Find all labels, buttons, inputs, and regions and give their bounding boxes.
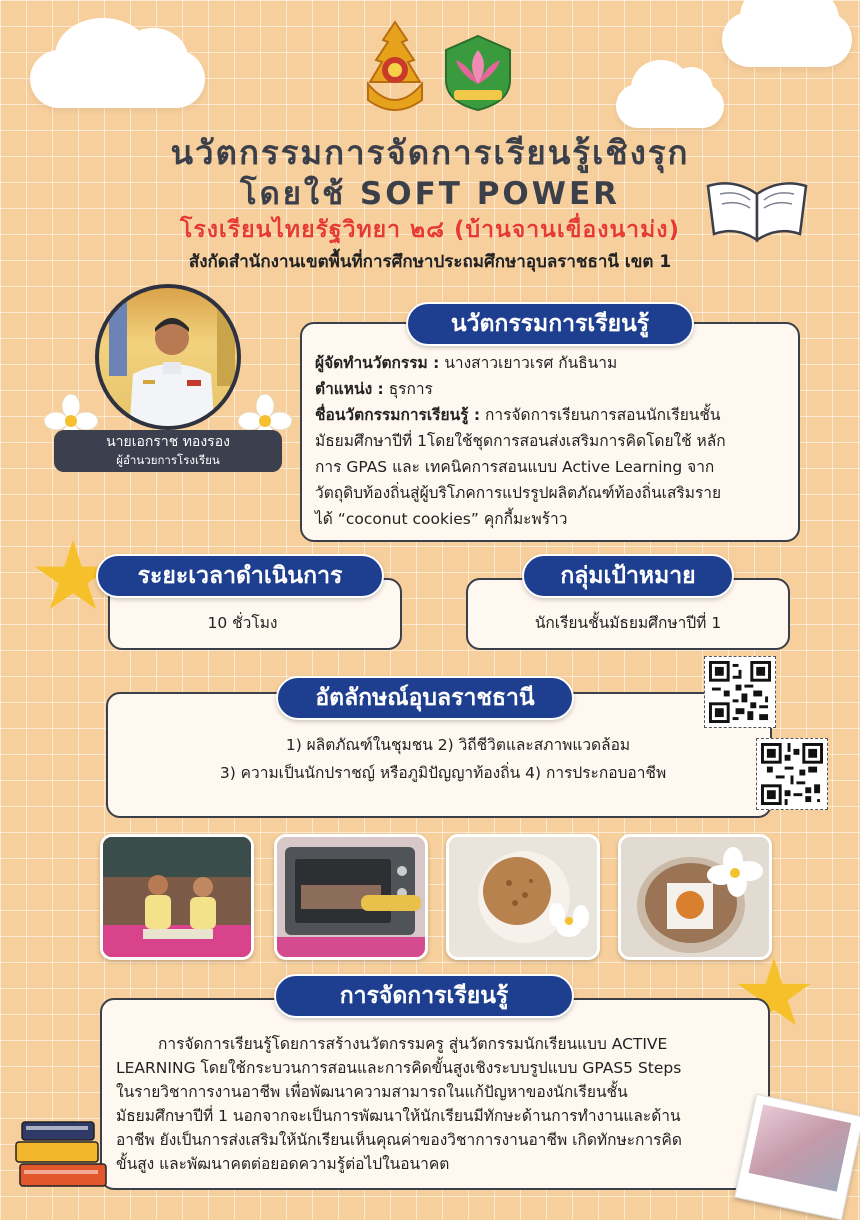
learning-line: มัธยมศึกษาปีที่ 1 นอกจากจะเป็นการพัฒนาให้นักเรียนมีทักษะด้านการทำงานและด้าน <box>116 1107 681 1125</box>
affiliation: สังกัดสำนักงานเขตพื้นที่การศึกษาประถมศึกษาอุบลราชธานี เขต 1 <box>188 252 672 272</box>
director-name: นายเอกราช ทองรอง <box>106 434 230 450</box>
learning-line: LEARNING โดยใช้กระบวนการสอนและการคิดขั้นสูงเชิงระบบรูปแบบ GPAS5 Steps <box>116 1059 682 1077</box>
qr-code[interactable] <box>704 656 776 728</box>
activity-photo-students <box>100 834 254 960</box>
learning-heading: การจัดการเรียนรู้ <box>274 974 574 1018</box>
learning-line: ขั้นสูง และพัฒนาคตต่อยอดความรู้ต่อไปในอนาคต <box>116 1155 450 1173</box>
innovation-name-line: ได้ “coconut cookies” คุกกี้มะพร้าว <box>315 510 568 528</box>
innovation-name-line: การจัดการเรียนการสอนนักเรียนชั้น <box>485 406 721 424</box>
director-position: ผู้อำนวยการโรงเรียน <box>116 453 220 467</box>
learning-panel <box>100 998 770 1190</box>
identity-heading: อัตลักษณ์อุบลราชธานี <box>276 676 574 720</box>
target-heading: กลุ่มเป้าหมาย <box>522 554 734 598</box>
polaroid-photo <box>734 1094 860 1220</box>
duration-value: 10 ชั่วโมง <box>207 614 278 632</box>
innovation-heading: นวัตกรรมการเรียนรู้ <box>406 302 694 346</box>
page-title: นวัตกรรมการจัดการเรียนรู้เชิงรุก <box>170 133 690 172</box>
duration-heading: ระยะเวลาดำเนินการ <box>96 554 384 598</box>
creator-label: ผู้จัดทำนวัตกรรม : <box>315 354 440 372</box>
learning-line: การจัดการเรียนรู้โดยการสร้างนวัตกรรมครู สู่นวัตกรรมนักเรียนแบบ ACTIVE <box>158 1035 668 1053</box>
book-stack-icon <box>12 1116 112 1196</box>
innovation-panel <box>300 322 800 542</box>
innovation-name-label: ชื่อนวัตกรรมการเรียนรู้ : <box>315 406 481 424</box>
innovation-name-line: การ GPAS และ เทคนิคการสอนแบบ Active Learning จาก <box>315 458 715 476</box>
learning-line: ในรายวิชาการงานอาชีพ เพื่อพัฒนาความสามารถในแก้ปัญหาของนักเรียนชั้น <box>116 1083 628 1101</box>
creator-value: นางสาวเยาวเรศ กันธินาม <box>444 354 618 372</box>
school-name: โรงเรียนไทยรัฐวิทยา ๒๘ (บ้านจานเขื่องนาม่ง) <box>179 217 681 243</box>
director-photo <box>95 284 241 430</box>
page-subtitle: โดยใช้ SOFT POWER <box>239 176 621 212</box>
director-name-plate <box>54 430 282 472</box>
ministry-logo <box>362 20 428 112</box>
identity-line: 1) ผลิตภัณฑ์ในชุมชน 2) วิถีชีวิตและสภาพแวดล้อม <box>285 736 631 754</box>
coconut-cookie-photo <box>446 834 600 960</box>
obec-logo <box>440 32 516 112</box>
innovation-name-line: มัธยมศึกษาปีที่ 1โดยใช้ชุดการสอนส่งเสริมการคิดโดยใช้ หลัก <box>315 432 726 450</box>
cloud-decoration <box>616 84 724 128</box>
learning-line: อาชีพ ยังเป็นการส่งเสริมให้นักเรียนเห็นคุณค่าของวิชาการงานอาชีพ เกิดทักษะการคิด <box>116 1131 682 1149</box>
identity-line: 3) ความเป็นนักปราชญ์ หรือภูมิปัญญาท้องถิ่น 4) การประกอบอาชีพ <box>219 764 667 782</box>
qr-code[interactable] <box>756 738 828 810</box>
activity-photo-oven <box>274 834 428 960</box>
position-value: ธุรการ <box>388 380 433 398</box>
innovation-name-line: วัตถุดิบท้องถิ่นสู่ผู้บริโภคการแปรรูปผลิตภัณฑ์ท้องถิ่นเสริมราย <box>315 484 722 502</box>
cloud-decoration <box>30 50 205 108</box>
cloud-decoration <box>722 12 852 67</box>
target-value: นักเรียนชั้นมัธยมศึกษาปีที่ 1 <box>534 614 722 632</box>
cookie-jar-photo <box>618 834 772 960</box>
position-label: ตำแหน่ง : <box>315 380 384 398</box>
